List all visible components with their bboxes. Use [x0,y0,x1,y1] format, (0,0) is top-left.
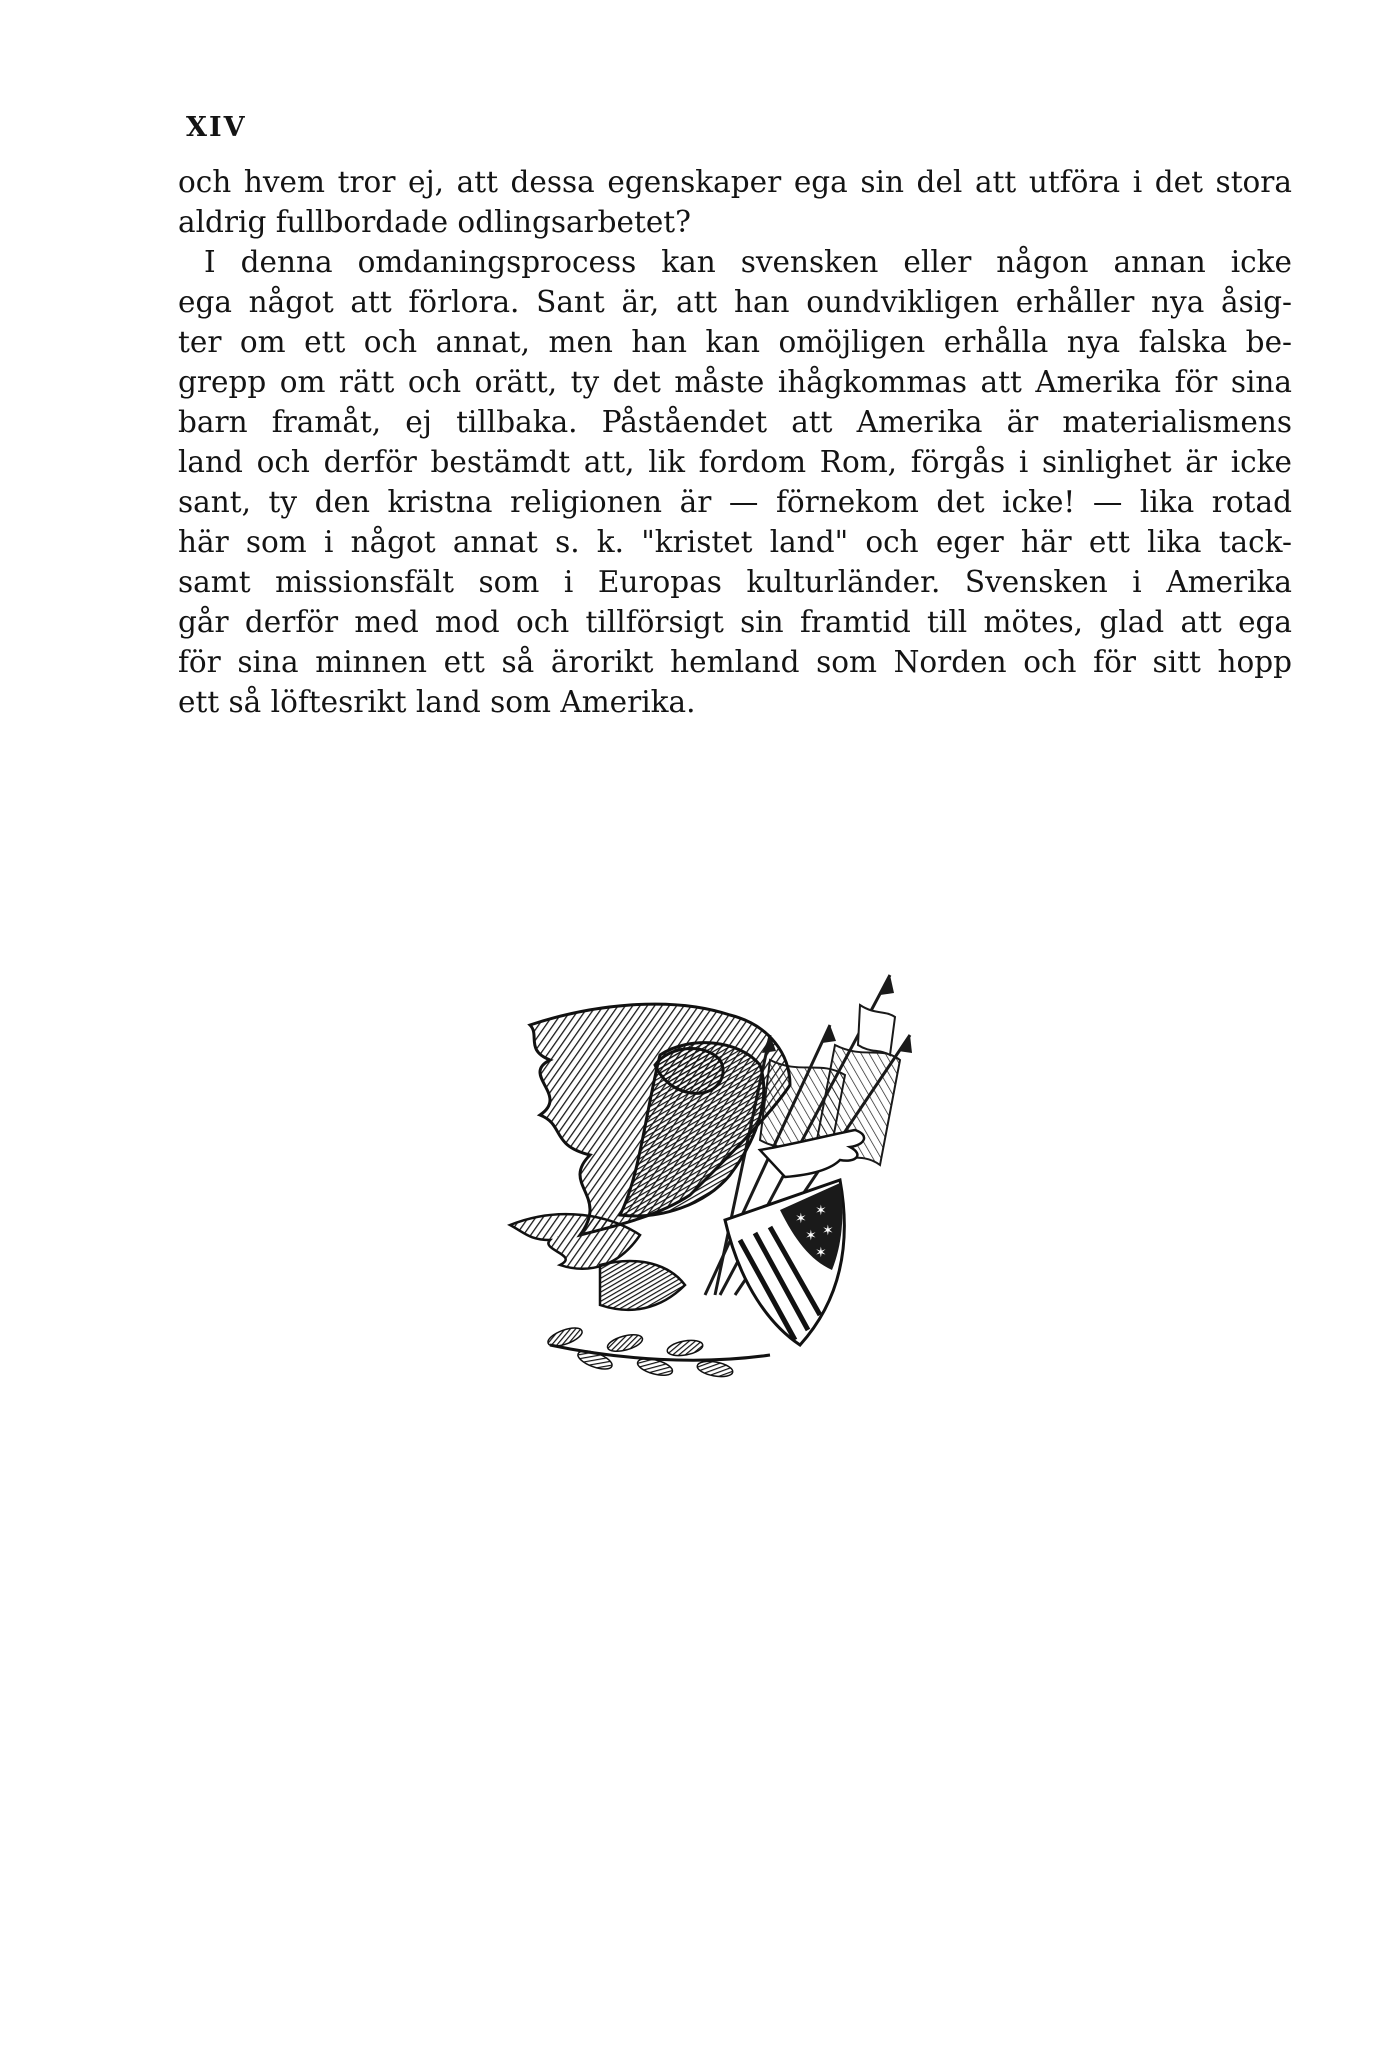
svg-text:✶: ✶ [805,1228,817,1244]
text-line: aldrig fullbordade odlingsarbetet? [178,205,691,239]
text-line: ega något att förlora. Sant är, att han oundvikligen erhåller nya åsig- [178,285,1292,319]
text-line: för sina minnen ett så ärorikt hemland som Norden och för sitt hopp [178,645,1292,679]
body-text [178,162,1292,722]
text-line: ter om ett och annat, men han kan omöjligen erhålla nya falska be- [178,325,1292,359]
paragraph-1 [178,162,1292,242]
svg-text:✶: ✶ [822,1223,834,1239]
eagle-with-flags-engraving-icon [470,965,1010,1425]
text-line: samt missionsfält som i Europas kulturländer. Svensken i Amerika [178,565,1292,599]
svg-text:✶: ✶ [815,1203,827,1219]
svg-text:✶: ✶ [815,1245,827,1261]
text-line: grepp om rätt och orätt, ty det måste ihågkommas att Amerika för sina [178,365,1292,399]
text-line: barn framåt, ej tillbaka. Påståendet att Amerika är materialismens [178,405,1292,439]
svg-text:✶: ✶ [795,1211,807,1227]
text-line: sant, ty den kristna religionen är — förnekom det icke! — lika rotad [178,485,1292,519]
page-number: XIV [186,112,247,143]
paragraph-2 [178,242,1292,722]
text-line: går derför med mod och tillförsigt sin framtid till mötes, glad att ega [178,605,1292,639]
text-line: ett så löftesrikt land som Amerika. [178,685,696,719]
text-line: här som i något annat s. k. "kristet land" och eger här ett lika tack- [178,525,1292,559]
text-line: land och derför bestämdt att, lik fordom Rom, förgås i sinlighet är icke [178,445,1292,479]
text-line: och hvem tror ej, att dessa egenskaper ega sin del att utföra i det stora [178,165,1292,199]
text-line: I denna omdaningsprocess kan svensken eller någon annan icke [204,245,1292,279]
